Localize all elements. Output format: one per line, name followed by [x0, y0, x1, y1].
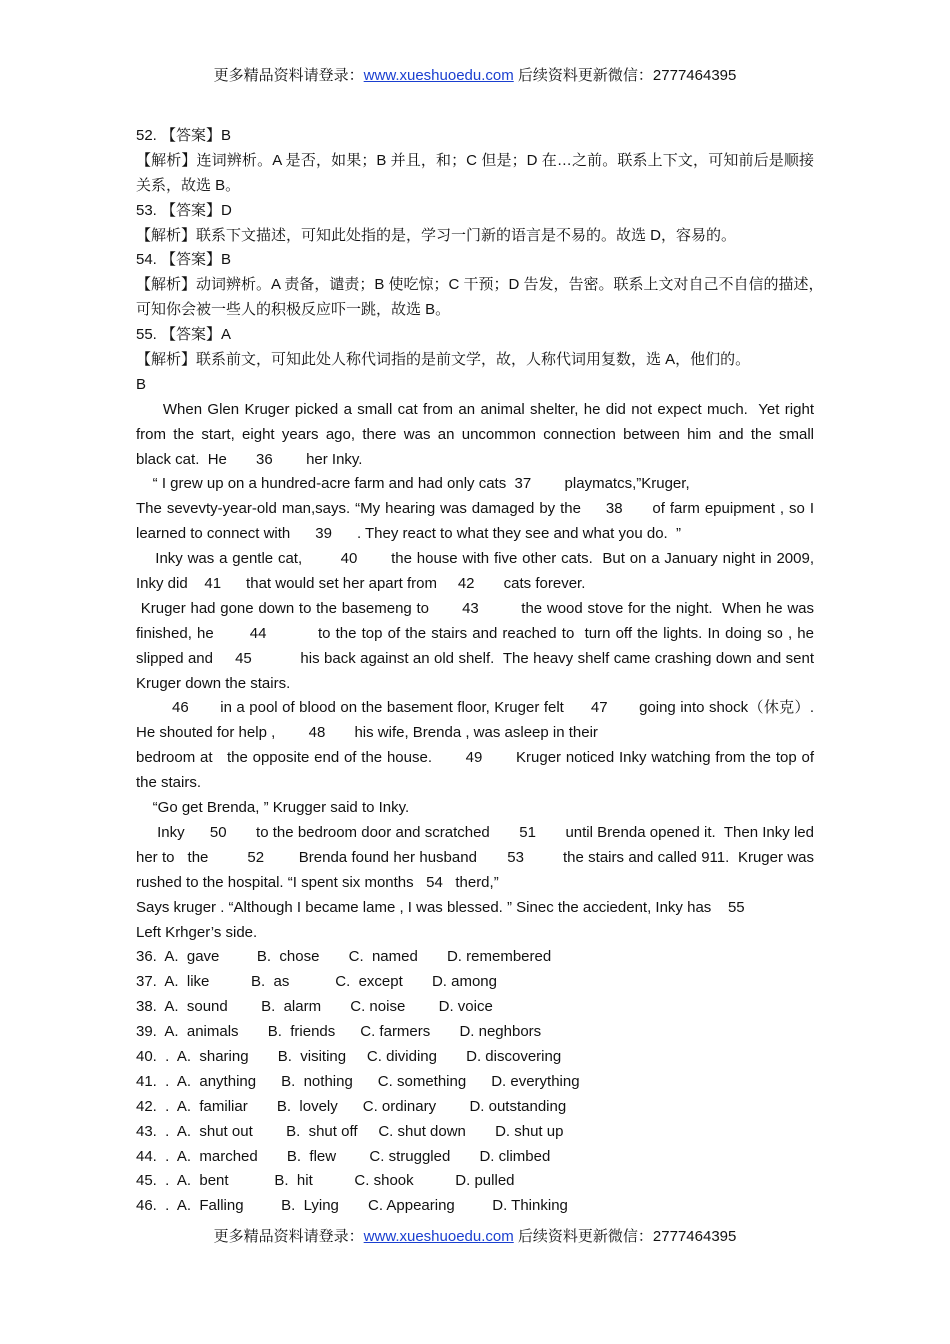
answer-line: 53. 【答案】D	[136, 201, 232, 219]
passage-line: The sevevty-year-old man,says. “My hearing was damaged by the 38 of farm epuipment , so I	[136, 500, 814, 518]
document-body	[136, 124, 824, 1219]
header-link[interactable]: www.xueshuoedu.com	[363, 67, 514, 84]
answer-line: 55. 【答案】A	[136, 326, 232, 344]
passage-line: Inky was a gentle cat, 40 the house with five other cats. But on a January night in 2009,	[136, 550, 814, 568]
section-label: B	[136, 375, 147, 393]
passage-line: Kruger down the stairs.	[136, 674, 291, 692]
passage-line: 46 in a pool of blood on the basement floor, Kruger felt 47 going into shock（休克）.	[136, 699, 814, 717]
header-suffix: 后续资料更新微信：2777464395	[513, 67, 737, 84]
explanation-line: 【解析】动词辨析。A 责备，谴责；B 使吃惊；C 干预；D 告发，告密。联系上文对自己不自信的描述，	[136, 276, 824, 294]
question-options: 43. . A. shut out B. shut off C. shut down D. shut up	[136, 1122, 564, 1140]
passage-line: her to the 52 Brenda found her husband 53 the stairs and called 911. Kruger was	[136, 848, 814, 866]
question-options: 39. A. animals B. friends C. farmers D. neghbors	[136, 1023, 542, 1041]
passage-line: Kruger had gone down to the basemeng to 43 the wood stove for the night. When he was	[136, 599, 814, 617]
question-options: 46. . A. Falling B. Lying C. Appearing D. Thinking	[136, 1197, 568, 1215]
passage-line: Left Krhger’s side.	[136, 923, 258, 941]
answer-line: 52. 【答案】B	[136, 127, 232, 144]
question-options: 41. . A. anything B. nothing C. something D. everything	[136, 1072, 580, 1090]
question-options: 45. . A. bent B. hit C. shook D. pulled	[136, 1172, 515, 1190]
passage-line: “Go get Brenda, ” Krugger said to Inky.	[136, 799, 410, 817]
passage-line: When Glen Kruger picked a small cat from an animal shelter, he did not expect much. Yet right	[136, 400, 814, 418]
passage-line: He shouted for help , 48 his wife, Brenda , was asleep in their	[136, 724, 598, 742]
question-options: 37. A. like B. as C. except D. among	[136, 973, 497, 991]
explanation-line: 【解析】联系前文，可知此处人称代词指的是前文学，故，人称代词用复数，选 A，他们的。	[136, 351, 751, 369]
explanation-line: 可知你会被一些人的积极反应吓一跳，故选 B。	[136, 301, 451, 319]
question-options: 42. . A. familiar B. lovely C. ordinary D. outstanding	[136, 1097, 567, 1115]
page-header	[0, 66, 950, 86]
explanation-line: 关系，故选 B。	[136, 176, 241, 194]
footer-link[interactable]: www.xueshuoedu.com	[363, 1228, 514, 1245]
passage-line: learned to connect with 39 . They react to what they see and what you do. ”	[136, 525, 682, 543]
explanation-line: 【解析】连词辨析。A 是否，如果；B 并且，和；C 但是；D 在…之前。联系上下文，可知前后是顺接	[136, 151, 814, 169]
passage-line: rushed to the hospital. “I spent six months 54 therd,”	[136, 873, 499, 891]
passage-line: Says kruger . “Although I became lame , I was blessed. ” Sinec the acciedent, Inky has 55	[136, 898, 745, 916]
header-prefix: 更多精品资料请登录：	[213, 67, 364, 84]
explanation-line: 【解析】联系下文描述，可知此处指的是，学习一门新的语言是不易的。故选 D，容易的。	[136, 226, 737, 244]
footer-suffix: 后续资料更新微信：2777464395	[513, 1228, 737, 1245]
question-options: 36. A. gave B. chose C. named D. remembered	[136, 948, 552, 966]
question-options: 40. . A. sharing B. visiting C. dividing D. discovering	[136, 1047, 562, 1065]
passage-line: “ I grew up on a hundred-acre farm and had only cats 37 playmatcs,”Kruger,	[136, 475, 690, 493]
question-options: 44. . A. marched B. flew C. struggled D. climbed	[136, 1147, 551, 1165]
footer-prefix: 更多精品资料请登录：	[213, 1228, 364, 1245]
passage-line: bedroom at the opposite end of the house. 49 Kruger noticed Inky watching from the top of	[136, 749, 814, 767]
passage-line: slipped and 45 his back against an old shelf. The heavy shelf came crashing down and sent	[136, 649, 814, 667]
page-footer	[0, 1227, 950, 1247]
answer-line: 54. 【答案】B	[136, 251, 232, 269]
passage-line: from the start, eight years ago, there was an uncommon connection between him and the small	[136, 425, 814, 443]
passage-line: black cat. He 36 her Inky.	[136, 450, 363, 468]
passage-line: finished, he 44 to the top of the stairs and reached to turn off the lights. In doing so , he	[136, 624, 814, 642]
question-options: 38. A. sound B. alarm C. noise D. voice	[136, 998, 493, 1016]
passage-line: the stairs.	[136, 774, 202, 792]
passage-line: Inky did 41 that would set her apart from 42 cats forever.	[136, 575, 586, 593]
passage-line: Inky 50 to the bedroom door and scratched 51 until Brenda opened it. Then Inky led	[136, 823, 814, 841]
